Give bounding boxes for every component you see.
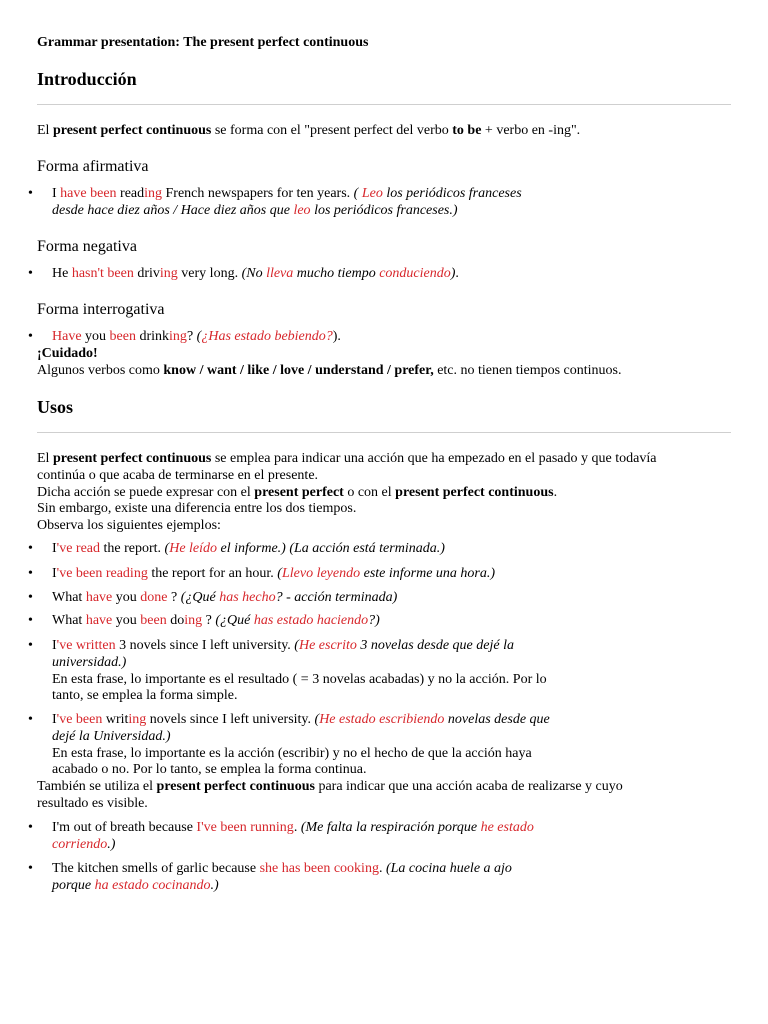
text-run: you	[112, 590, 141, 605]
highlighted-text: done	[140, 590, 168, 605]
example-text	[52, 861, 512, 893]
list-item	[28, 820, 732, 854]
text-run: present perfect continuous	[52, 451, 212, 466]
text-run: (	[353, 186, 362, 201]
example-text	[52, 613, 380, 628]
text-run: present perfect continuous	[395, 484, 554, 500]
bullet-icon: •	[28, 613, 33, 628]
text-run: I	[52, 638, 57, 653]
subheading-forma-interrogativa: Forma interrogativa	[37, 301, 165, 318]
text-run: universidad.)	[52, 654, 127, 670]
section-divider	[37, 104, 731, 105]
text-run: What	[52, 590, 86, 605]
list-item-afirmativa	[28, 186, 622, 220]
text-run: I'm out of breath because	[52, 820, 197, 835]
highlighted-text: ing	[159, 266, 178, 281]
text-run: desde hace diez años / Hace diez años que	[52, 202, 294, 218]
highlighted-text: she has been cooking	[259, 861, 379, 876]
highlighted-text: has hecho	[219, 590, 276, 605]
text-run: (	[196, 329, 202, 344]
text-run: porque	[52, 877, 95, 893]
intro-paragraph	[37, 123, 737, 140]
subheading-forma-afirmativa: Forma afirmativa	[37, 158, 149, 175]
text-run: los periódicos franceses.)	[310, 202, 458, 218]
highlighted-text: He escrito	[298, 638, 357, 653]
example-text	[52, 638, 547, 703]
text-run: you	[81, 329, 110, 344]
bullet-icon: •	[28, 541, 33, 556]
usos-intro-paragraph	[37, 451, 737, 535]
text-run: very long.	[177, 266, 242, 281]
text-run: .	[553, 484, 558, 500]
text-run: I	[52, 186, 61, 201]
list-item	[28, 712, 732, 779]
text-run: ).	[332, 329, 341, 344]
highlighted-text: corriendo	[52, 836, 108, 852]
highlighted-text: have	[85, 613, 113, 628]
text-run: I	[52, 541, 57, 556]
bullet-icon: •	[28, 861, 33, 876]
text-run: los periódicos franceses	[382, 186, 522, 201]
text-run: ?	[186, 329, 197, 344]
example-text	[52, 266, 459, 281]
text-run: Algunos verbos como	[37, 363, 164, 378]
text-run: .	[378, 861, 386, 876]
example-text	[52, 329, 341, 344]
highlighted-text: ing	[184, 613, 203, 628]
text-run: I	[52, 712, 57, 727]
bullet-icon: •	[28, 638, 33, 653]
text-run: se forma con el "present perfect del verbo	[211, 123, 453, 138]
text-run: (	[164, 541, 170, 556]
text-run: .)	[107, 836, 116, 852]
section-divider	[37, 432, 731, 433]
text-run: (¿Qué	[180, 590, 220, 605]
text-run: driv	[133, 266, 160, 281]
highlighted-text: he estado	[480, 820, 534, 835]
highlighted-text: He estado escribiendo	[319, 712, 445, 727]
text-run: ?)	[368, 613, 380, 628]
list-item	[28, 566, 732, 583]
text-run: ?	[202, 613, 216, 628]
text-run: el informe.) (La acción está terminada.)	[217, 541, 445, 556]
list-item	[28, 613, 732, 630]
text-run: you	[112, 613, 141, 628]
text-run: (No	[241, 266, 267, 281]
highlighted-text: 've been	[56, 712, 103, 727]
text-run: )	[450, 266, 456, 281]
text-run: What	[52, 613, 86, 628]
highlighted-text: been	[109, 329, 136, 344]
bullet-icon: •	[28, 590, 33, 605]
text-run: Dicha acción se puede expresar con el	[37, 484, 255, 500]
example-text	[52, 712, 550, 777]
text-run: dejé la Universidad.)	[52, 728, 171, 744]
text-run: do	[166, 613, 185, 628]
highlighted-text: ing	[128, 712, 147, 727]
text-run: (	[314, 712, 320, 727]
text-run: El	[37, 451, 53, 466]
list-item-negativa	[28, 266, 622, 283]
list-item	[28, 541, 732, 558]
section-heading-usos: Usos	[37, 397, 74, 417]
text-run: novelas desde que	[444, 712, 550, 727]
text-run: Sin embargo, existe una diferencia entre los dos tiempos.	[37, 501, 357, 517]
text-run: este informe una hora.)	[360, 566, 496, 581]
bullet-icon: •	[28, 186, 33, 201]
text-run: present perfect continuous	[156, 779, 315, 794]
highlighted-text: lleva	[266, 266, 294, 281]
text-run: novels since I left university.	[146, 712, 315, 727]
section-heading-introduccion: Introducción	[37, 69, 137, 89]
list-item	[28, 590, 732, 607]
text-run: etc. no tienen tiempos continuos.	[433, 363, 622, 378]
text-run: The kitchen smells of garlic because	[52, 861, 260, 876]
bullet-icon: •	[28, 329, 33, 344]
highlighted-text: He leído	[169, 541, 218, 556]
usos-also-paragraph	[37, 779, 737, 813]
text-run: .	[293, 820, 301, 835]
text-run: se emplea para indicar una acción que ha empezado en el pasado y que todavía	[211, 451, 657, 466]
example-text	[52, 541, 445, 556]
text-run: 3 novelas desde que dejé la	[356, 638, 514, 653]
text-run: acabado o no. Por lo tanto, se emplea la forma continua.	[52, 762, 367, 778]
text-run: .	[455, 266, 459, 281]
subheading-forma-negativa: Forma negativa	[37, 238, 137, 255]
highlighted-text: Llevo leyendo	[281, 566, 361, 581]
text-run: para indicar que una acción acaba de realizarse y cuyo	[314, 779, 623, 794]
highlighted-text: ing	[169, 329, 187, 344]
text-run: resultado es visible.	[37, 795, 148, 811]
list-item	[28, 861, 732, 895]
text-run: .)	[210, 877, 219, 893]
text-run: tanto, se emplea la forma simple.	[52, 688, 238, 704]
text-run: (La cocina huele a ajo	[385, 861, 512, 876]
highlighted-text: has estado haciendo	[253, 613, 369, 628]
text-run: El	[37, 123, 53, 138]
highlighted-text: ¿Has estado bebiendo?	[201, 329, 333, 344]
text-run: (	[277, 566, 282, 581]
highlighted-text: have been	[60, 186, 117, 201]
text-run: ?	[167, 590, 181, 605]
highlighted-text: 've read	[56, 541, 100, 556]
highlighted-text: I've been running	[196, 820, 294, 835]
text-run: to be	[452, 123, 482, 138]
example-text	[52, 820, 534, 852]
cuidado-label: ¡Cuidado!	[37, 346, 98, 361]
bullet-icon: •	[28, 566, 33, 581]
document-title: Grammar presentation: The present perfect continuous	[37, 35, 369, 50]
text-run: He	[52, 266, 72, 281]
highlighted-text: leo	[293, 202, 311, 218]
text-run: present perfect	[254, 484, 344, 500]
example-text	[52, 566, 495, 581]
text-run: continúa o que acaba de terminarse en el presente.	[37, 467, 319, 483]
text-run: + verbo en -ing".	[481, 123, 581, 138]
highlighted-text: ing	[144, 186, 163, 201]
text-run: writ	[102, 712, 129, 727]
text-run: 3 novels since I left university.	[115, 638, 295, 653]
highlighted-text: 've written	[56, 638, 116, 653]
text-run: (	[294, 638, 299, 653]
highlighted-text: conduciendo	[379, 266, 451, 281]
text-run: the report for an hour.	[147, 566, 278, 581]
text-run: (¿Qué	[215, 613, 254, 628]
text-run: know / want / like / love / understand / prefer,	[163, 363, 434, 378]
text-run: drink	[135, 329, 170, 344]
highlighted-text: been	[140, 613, 167, 628]
highlighted-text: Have	[52, 329, 82, 344]
text-run: También se utiliza el	[37, 779, 157, 794]
text-run: present perfect continuous	[52, 123, 212, 138]
example-text	[52, 590, 397, 605]
highlighted-text: ha estado cocinando	[94, 877, 211, 893]
text-run: I	[52, 566, 57, 581]
highlighted-text: hasn't been	[71, 266, 134, 281]
highlighted-text: Leo	[361, 186, 383, 201]
text-run: ? - acción terminada)	[275, 590, 398, 605]
list-item-interrogativa	[28, 329, 622, 346]
text-run: En esta frase, lo importante es el resultado ( = 3 novelas acabadas) y no la acción. Por lo	[52, 671, 547, 687]
bullet-icon: •	[28, 820, 33, 835]
text-run: mucho tiempo	[293, 266, 380, 281]
text-run: French newspapers for ten years.	[162, 186, 354, 201]
text-run: read	[116, 186, 145, 201]
bullet-icon: •	[28, 266, 33, 281]
list-item	[28, 638, 732, 705]
text-run: En esta frase, lo importante es la acción (escribir) y no el hecho de que la acción haya	[52, 745, 532, 761]
highlighted-text: have	[85, 590, 113, 605]
text-run: o con el	[343, 484, 396, 500]
cuidado-text	[37, 363, 737, 380]
text-run: the report.	[100, 541, 165, 556]
bullet-icon: •	[28, 712, 33, 727]
text-run: (Me falta la respiración porque	[300, 820, 481, 835]
example-text	[52, 186, 522, 218]
highlighted-text: 've been reading	[56, 566, 148, 581]
text-run: Observa los siguientes ejemplos:	[37, 518, 221, 534]
